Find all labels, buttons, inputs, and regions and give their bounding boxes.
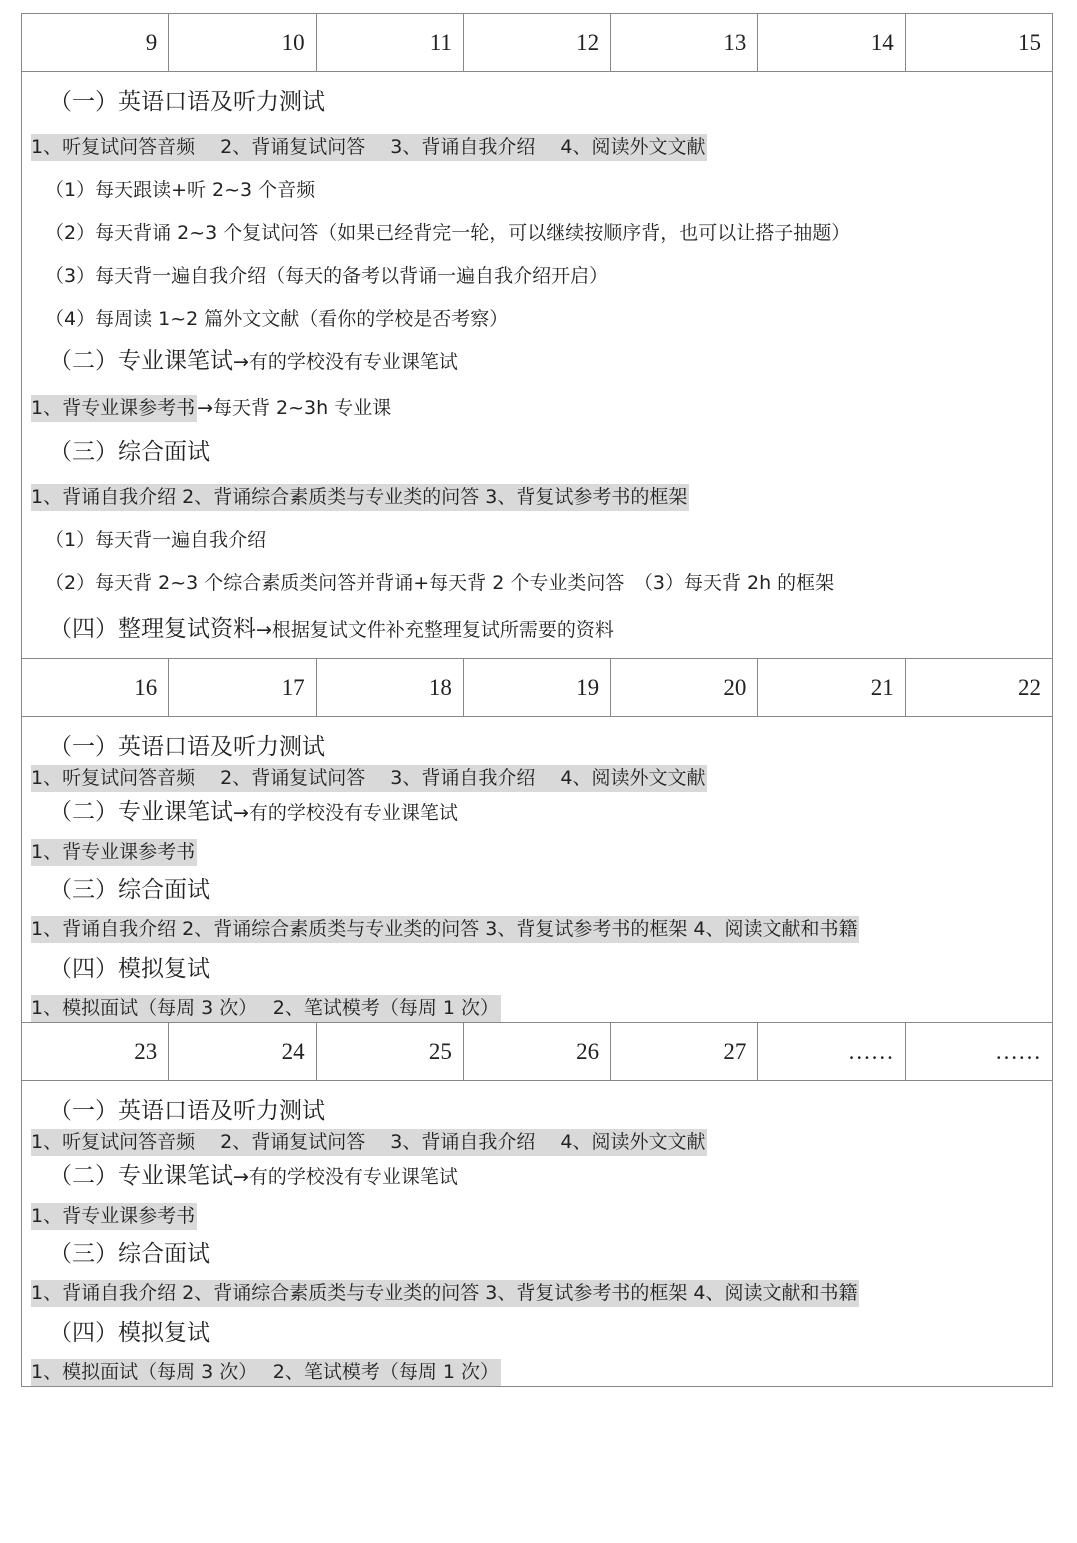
task-list-highlight: 1、背诵自我介绍 2、背诵综合素质类与专业类的问答 3、背复试参考书的框架 <box>31 484 689 511</box>
date-cell: 24 <box>169 1023 316 1080</box>
date-cell: 15 <box>1017 30 1041 55</box>
date-row-week2 <box>22 659 1052 717</box>
section-heading: （四）模拟复试 <box>49 1320 210 1346</box>
task-list-highlight: 1、背专业课参考书 <box>31 1203 197 1230</box>
date-cell: 22 <box>1017 675 1041 700</box>
task-list-highlight: 1、听复试问答音频 2、背诵复试问答 3、背诵自我介绍 4、阅读外文文献 <box>31 765 707 792</box>
section-heading: （一）英语口语及听力测试 <box>49 734 325 760</box>
sub-item: （1）每天跟读+听 2~3 个音频 <box>45 179 316 201</box>
section-heading <box>31 796 1052 829</box>
section-heading-main: （二）专业课笔试 <box>49 799 233 825</box>
date-cell: 13 <box>611 14 758 71</box>
section-heading <box>31 613 1052 658</box>
task-list-highlight: 1、背诵自我介绍 2、背诵综合素质类与专业类的问答 3、背复试参考书的框架 4、阅读文献和书籍 <box>31 1280 859 1307</box>
sub-item: （3）每天背一遍自我介绍（每天的备考以背诵一遍自我介绍开启） <box>45 265 609 287</box>
section-heading-note: →根据复试文件补充整理复试所需要的资料 <box>256 619 614 641</box>
section-heading-note: →有的学校没有专业课笔试 <box>233 1166 458 1188</box>
task-note: →每天背 2~3h 专业课 <box>197 397 392 419</box>
date-cell: 19 <box>464 659 611 716</box>
plan-block-week3 <box>22 1095 1052 1387</box>
plan-block-week2 <box>22 731 1052 1023</box>
task-list-highlight: 1、模拟面试（每周 3 次） 2、笔试模考（每周 1 次） <box>31 995 501 1022</box>
sub-item: （2）每天背 2~3 个综合素质类问答并背诵+每天背 2 个专业类问答 （3）每天背 2h 的框架 <box>45 572 835 594</box>
section-heading-main: （二）专业课笔试 <box>49 348 233 374</box>
date-cell: 12 <box>464 14 611 71</box>
date-cell: 10 <box>169 14 316 71</box>
task-list-highlight: 1、背专业课参考书 <box>31 839 197 866</box>
section-heading-main: （二）专业课笔试 <box>49 1163 233 1189</box>
date-cell: 23 <box>22 1023 169 1080</box>
date-cell: 9 <box>22 14 169 71</box>
section-heading: （一）英语口语及听力测试 <box>49 89 325 115</box>
task-list-highlight: 1、听复试问答音频 2、背诵复试问答 3、背诵自我介绍 4、阅读外文文献 <box>31 1129 707 1156</box>
section-heading: （三）综合面试 <box>49 439 210 465</box>
task-list-highlight: 1、听复试问答音频 2、背诵复试问答 3、背诵自我介绍 4、阅读外文文献 <box>31 134 707 161</box>
section-heading-note: →有的学校没有专业课笔试 <box>233 351 458 373</box>
date-cell: 20 <box>611 659 758 716</box>
date-cell: 11 <box>317 14 464 71</box>
date-row-week1 <box>22 14 1052 72</box>
section-heading: （四）模拟复试 <box>49 956 210 982</box>
sub-item: （1）每天背一遍自我介绍 <box>45 529 267 551</box>
section-heading: （三）综合面试 <box>49 877 210 903</box>
sub-item: （4）每周读 1~2 篇外文文献（看你的学校是否考察） <box>45 308 509 330</box>
date-cell: 25 <box>317 1023 464 1080</box>
date-cell: 21 <box>758 659 905 716</box>
date-cell: 27 <box>611 1023 758 1080</box>
date-cell: 26 <box>464 1023 611 1080</box>
section-heading: （三）综合面试 <box>49 1241 210 1267</box>
section-heading-note: →有的学校没有专业课笔试 <box>233 802 458 824</box>
date-cell: 18 <box>317 659 464 716</box>
task-list-highlight: 1、背诵自我介绍 2、背诵综合素质类与专业类的问答 3、背复试参考书的框架 4、阅读文献和书籍 <box>31 916 859 943</box>
section-heading: （一）英语口语及听力测试 <box>49 1098 325 1124</box>
date-cell: …… <box>758 1023 905 1080</box>
date-cell: 16 <box>22 659 169 716</box>
plan-block-week1 <box>22 87 1052 659</box>
date-cell: …… <box>994 1039 1041 1064</box>
sub-item: （2）每天背诵 2~3 个复试问答（如果已经背完一轮，可以继续按顺序背，也可以让搭子抽题） <box>45 222 851 244</box>
task-list-highlight: 1、模拟面试（每周 3 次） 2、笔试模考（每周 1 次） <box>31 1359 501 1386</box>
section-heading-main: （四）整理复试资料 <box>49 616 256 642</box>
date-cell: 14 <box>758 14 905 71</box>
date-row-week3 <box>22 1023 1052 1081</box>
section-heading <box>31 1160 1052 1193</box>
task-list-highlight: 1、背专业课参考书 <box>31 395 197 422</box>
date-cell: 17 <box>169 659 316 716</box>
section-heading <box>31 345 1052 378</box>
schedule-table <box>21 13 1053 1387</box>
